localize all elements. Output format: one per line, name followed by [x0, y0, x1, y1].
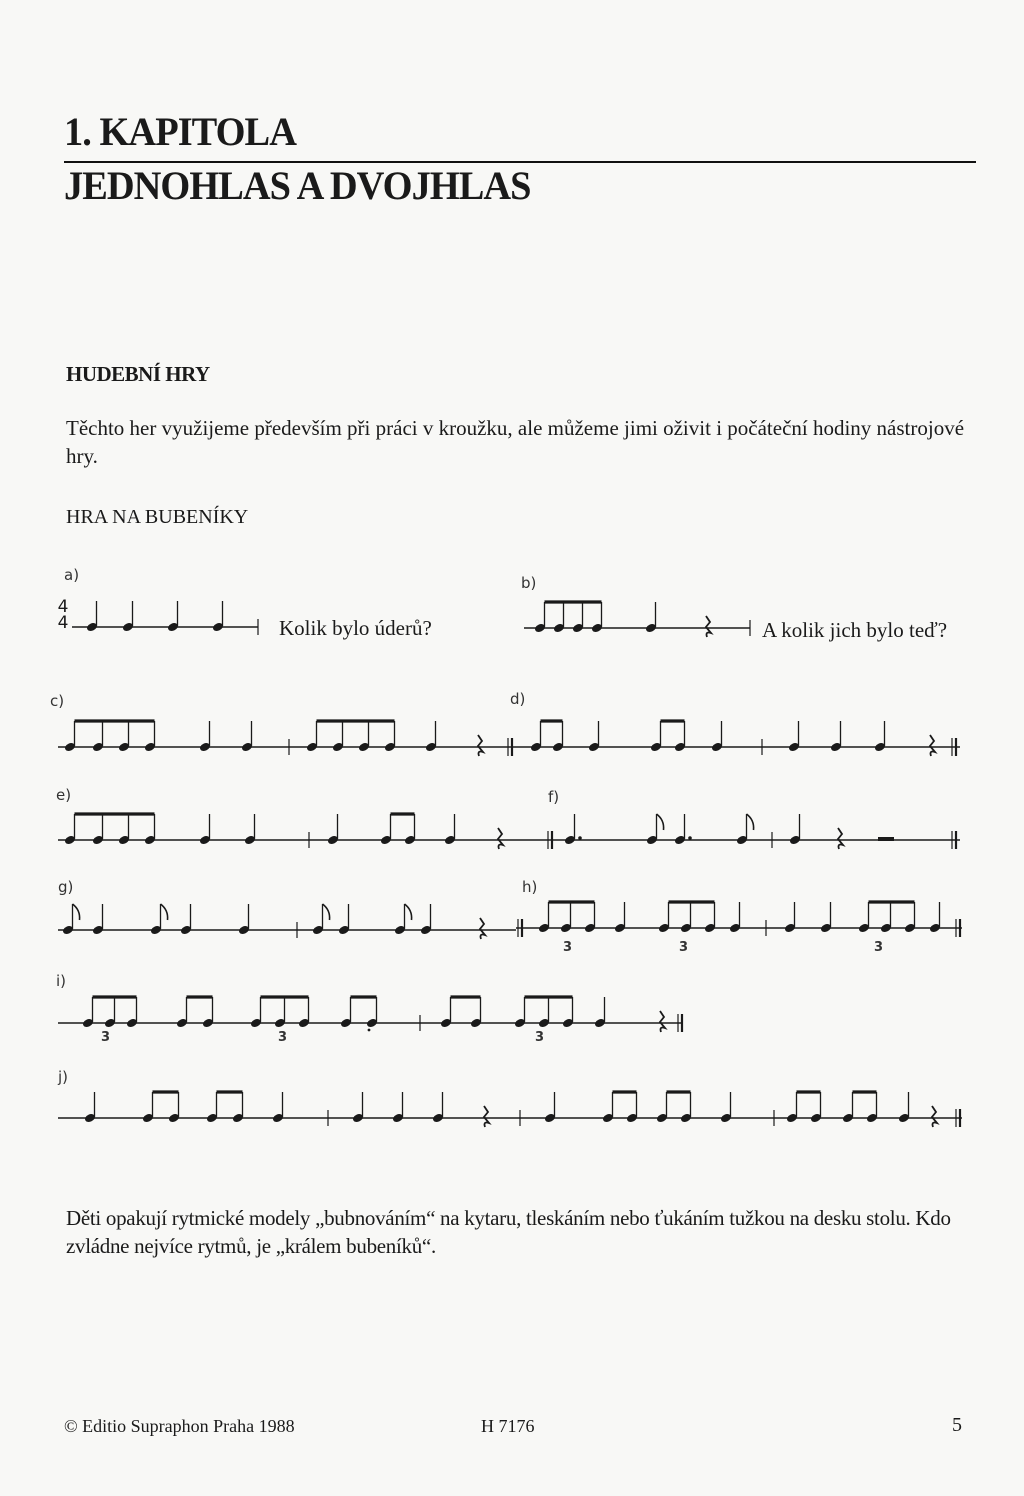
tuplet-i-1: 3 — [101, 1030, 111, 1045]
time-signature-bottom: 4 — [57, 613, 69, 633]
quarter-rest — [932, 1106, 937, 1127]
exercise-label-h: h) — [522, 878, 538, 896]
exercise-label-f: f) — [548, 788, 560, 806]
tuplet-h-1: 3 — [563, 940, 573, 955]
note-flag — [323, 904, 330, 920]
quarter-rest — [498, 828, 503, 849]
exercise-label-a: a) — [64, 566, 80, 584]
tuplet-h-3: 3 — [874, 940, 884, 955]
quarter-rest — [480, 918, 485, 939]
question-a: Kolik bylo úderů? — [279, 616, 432, 640]
note-flag — [161, 904, 168, 920]
quarter-rest — [706, 616, 711, 637]
exercise-label-d: d) — [510, 690, 526, 708]
staccato-dot — [368, 1029, 371, 1032]
time-signature-top: 4 — [57, 597, 69, 617]
quarter-rest — [838, 828, 843, 849]
chapter-title: JEDNOHLAS A DVOJHLAS — [64, 163, 531, 208]
note-flag — [657, 814, 664, 830]
tuplet-h-2: 3 — [679, 940, 689, 955]
quarter-rest — [478, 735, 483, 756]
exercise-label-j: j) — [58, 1068, 69, 1086]
footer-copyright: © Editio Supraphon Praha 1988 — [64, 1416, 295, 1436]
note-flag — [405, 904, 412, 920]
exercise-label-b: b) — [521, 574, 537, 592]
question-b: A kolik jich bylo teď? — [762, 618, 948, 642]
tuplet-i-3: 3 — [535, 1030, 545, 1045]
page-number: 5 — [952, 1414, 962, 1436]
augmentation-dot — [578, 836, 582, 840]
augmentation-dot — [688, 836, 692, 840]
section-heading: HUDEBNÍ HRY — [66, 362, 210, 386]
half-rest — [878, 837, 894, 841]
exercise-label-c: c) — [50, 692, 65, 710]
closing-paragraph: Děti opakují rytmické modely „bubnováním“ na kytaru, tleskáním nebo ťukáním tužkou na desku stolu. Kdo zvládne nejvíce rytmů, je „králem bubeníků“. — [66, 1206, 951, 1258]
intro-paragraph: Těchto her využijeme především při práci v kroužku, ale můžeme jimi oživit i počáteční hodiny nástrojové hry. — [66, 416, 965, 468]
footer-catalog-number: H 7176 — [481, 1416, 535, 1436]
chapter-number-title: 1. KAPITOLA — [64, 109, 296, 154]
note-flag — [73, 904, 80, 920]
quarter-rest — [930, 735, 935, 756]
quarter-rest — [484, 1106, 489, 1127]
quarter-rest — [660, 1011, 665, 1032]
note-flag — [747, 814, 754, 830]
exercise-label-i: i) — [56, 972, 67, 990]
tuplet-i-2: 3 — [278, 1030, 288, 1045]
subsection-heading: HRA NA BUBENÍKY — [66, 506, 249, 528]
exercise-label-e: e) — [56, 786, 72, 804]
exercise-label-g: g) — [58, 878, 74, 896]
